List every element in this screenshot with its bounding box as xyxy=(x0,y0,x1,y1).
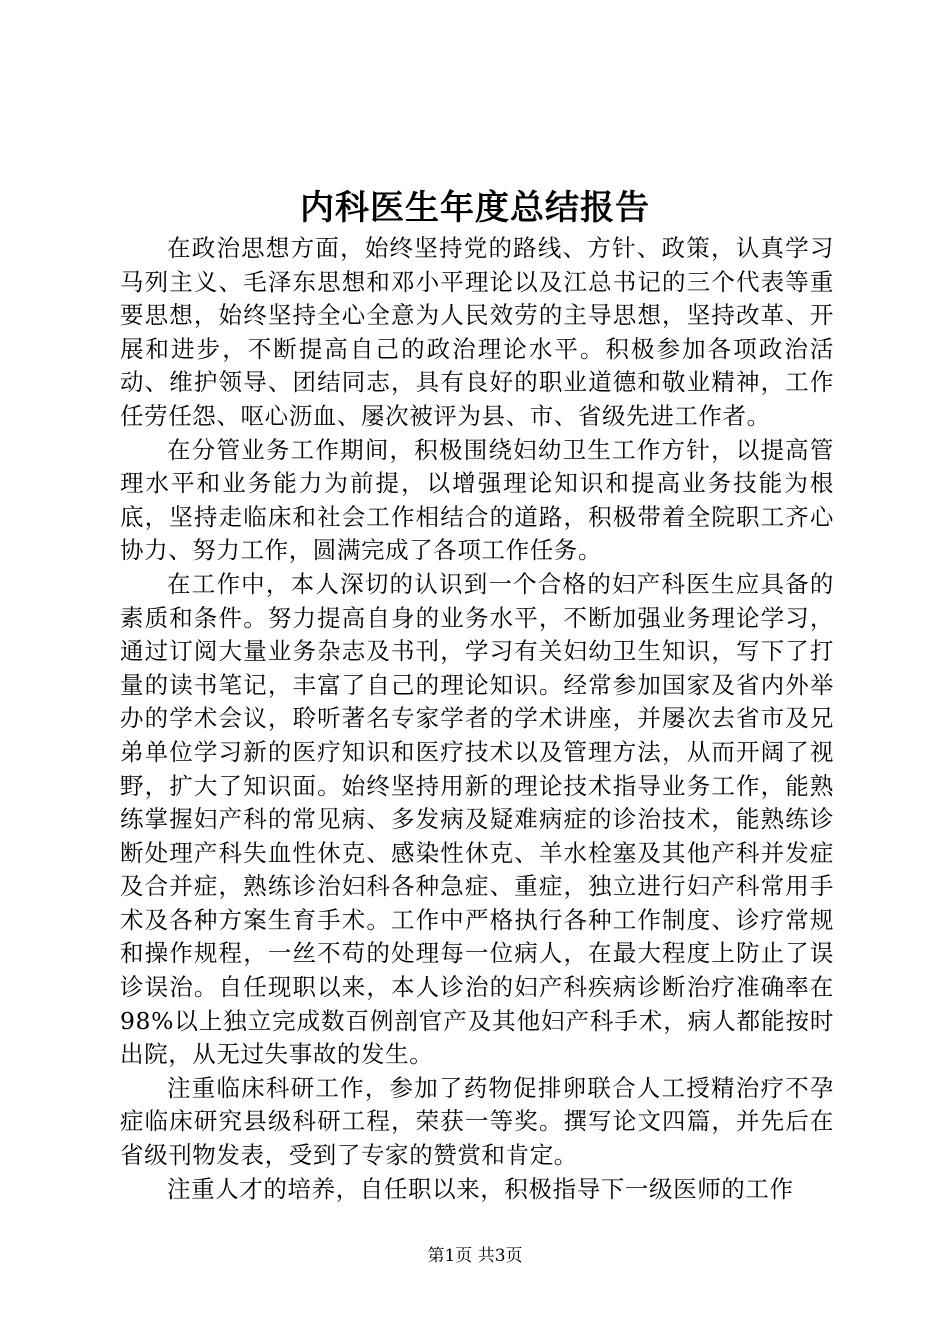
document-body xyxy=(120,232,834,1206)
page-title: 内科医生年度总结报告 xyxy=(300,188,650,228)
page-number: 第1页 共3页 xyxy=(427,1246,523,1266)
paragraph-management: 在分管业务工作期间，积极围绕妇幼卫生工作方针，以提高管理水平和业务能力为前提，以增强理论知识和提高业务技能为根底，坚持走临床和社会工作相结合的道路，积极带着全院职工齐心协力、努力工作，圆满完成了各项工作任务。 xyxy=(120,435,834,565)
paragraph-research: 注重临床科研工作，参加了药物促排卵联合人工授精治疗不孕症临床研究县级科研工程，荣获一等奖。撰写论文四篇，并先后在省级刊物发表，受到了专家的赞赏和肯定。 xyxy=(120,1073,834,1170)
paragraph-clinical-work: 在工作中，本人深切的认识到一个合格的妇产科医生应具备的素质和条件。努力提高自身的业务水平，不断加强业务理论学习，通过订阅大量业务杂志及书刊，学习有关妇幼卫生知识，写下了打量的读书笔记，丰富了自己的理论知识。经常参加国家及省内外举办的学术会议，聆听著名专家学者的学术讲座，并屡次去省市及兄弟单位学习新的医疗知识和医疗技术以及管理方法，从而开阔了视野，扩大了知识面。始终坚持用新的理论技术指导业务工作，能熟练掌握妇产科的常见病、多发病及疑难病症的诊治技术，能熟练诊断处理产科失血性休克、感染性休克、羊水栓塞及其他产科并发症及合并症，熟练诊治妇科各种急症、重症，独立进行妇产科常用手术及各种方案生育手术。工作中严格执行各种工作制度、诊疗常规和操作规程，一丝不苟的处理每一位病人，在最大程度上防止了误诊误治。自任现职以来，本人诊治的妇产科疾病诊断治疗准确率在98%以上独立完成数百例剖官产及其他妇产科手术，病人都能按时出院，从无过失事故的发生。 xyxy=(120,569,834,1069)
paragraph-political: 在政治思想方面，始终坚持党的路线、方针、政策，认真学习马列主义、毛泽东思想和邓小平理论以及江总书记的三个代表等重要思想，始终坚持全心全意为人民效劳的主导思想，坚持改革、开展和进步，不断提高自己的政治理论水平。积极参加各项政治活动、维护领导、团结同志，具有良好的职业道德和敬业精神，工作任劳任怨、呕心沥血、屡次被评为县、市、省级先进工作者。 xyxy=(120,234,834,430)
paragraph-training: 注重人才的培养，自任职以来，积极指导下一级医师的工作 xyxy=(167,1174,794,1203)
